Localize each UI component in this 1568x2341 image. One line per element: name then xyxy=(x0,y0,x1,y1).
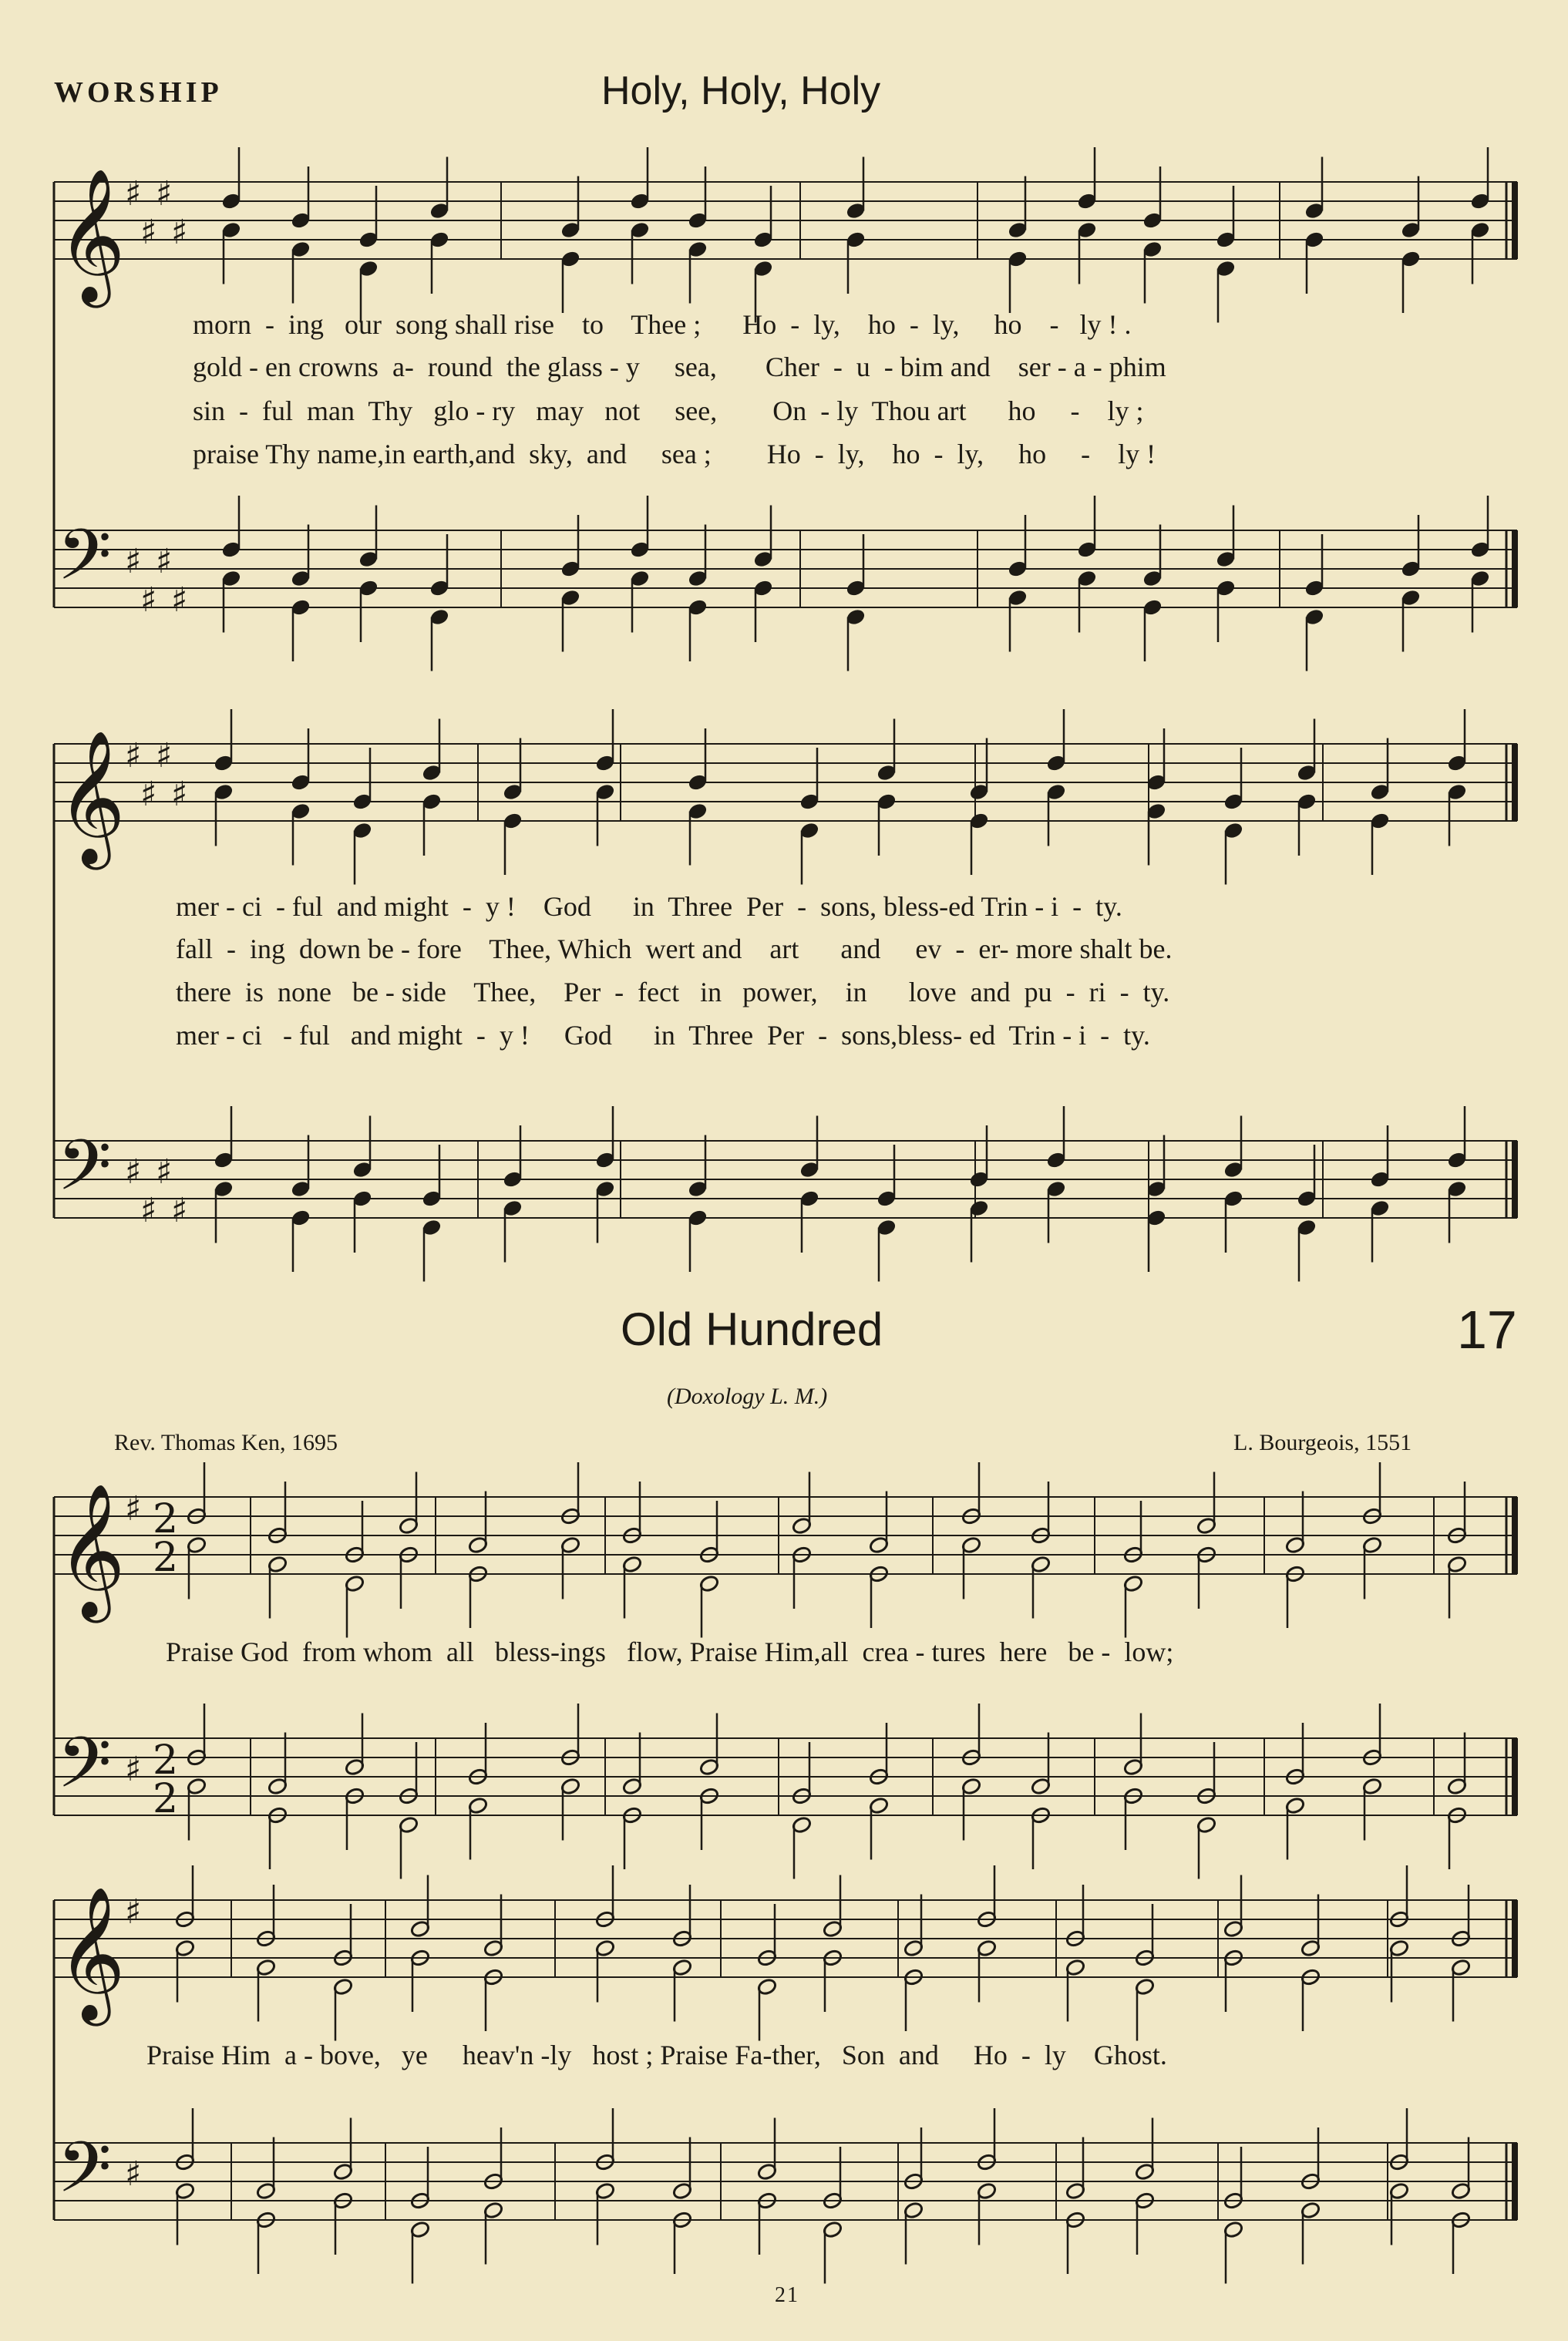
svg-text:♯: ♯ xyxy=(171,1191,188,1230)
svg-text:♯: ♯ xyxy=(140,775,157,814)
svg-text:♯: ♯ xyxy=(171,775,188,814)
svg-text:♯: ♯ xyxy=(156,1152,173,1192)
lyric-line: Praise Him a - bove, ye heav'n -ly host ; Praise Fa-ther, Son and Ho - ly Ghost. xyxy=(146,2040,1167,2070)
svg-text:𝄢: 𝄢 xyxy=(57,1722,112,1821)
lyric-line: mer - ci - ful and might - y ! God in Three Per - sons,bless- ed Trin - i - ty. xyxy=(176,1020,1150,1051)
section-label: WORSHIP xyxy=(54,76,223,109)
svg-text:♯: ♯ xyxy=(125,1892,142,1932)
lyric-line: fall - ing down be - fore Thee, Which wert and art and ev - er- more shalt be. xyxy=(176,933,1173,964)
lyric-line: praise Thy name,in earth,and sky, and sea ; Ho - ly, ho - ly, ho - ly ! xyxy=(193,439,1156,469)
svg-text:2: 2 xyxy=(153,1776,179,1822)
meter-label: (Doxology L. M.) xyxy=(667,1384,828,1409)
svg-text:♯: ♯ xyxy=(125,174,142,214)
lyric-line: sin - ful man Thy glo - ry may not see, On - ly Thou art ho - ly ; xyxy=(193,395,1144,426)
svg-text:♯: ♯ xyxy=(125,1152,142,1192)
svg-text:♯: ♯ xyxy=(125,736,142,775)
svg-text:♯: ♯ xyxy=(125,1489,142,1529)
svg-text:𝄞: 𝄞 xyxy=(57,1886,126,2020)
lyric-line: Praise God from whom all bless-ings flow, Praise Him,all crea - tures here be - low; xyxy=(166,1636,1174,1667)
svg-text:𝄢: 𝄢 xyxy=(57,2127,112,2225)
hymn-title: Holy, Holy, Holy xyxy=(601,69,881,113)
svg-text:♯: ♯ xyxy=(125,1750,142,1789)
svg-text:2: 2 xyxy=(153,1496,179,1542)
svg-text:𝄞: 𝄞 xyxy=(57,168,126,302)
svg-text:𝄢: 𝄢 xyxy=(57,1125,112,1223)
svg-text:♯: ♯ xyxy=(171,213,188,252)
hymn-title: Old Hundred xyxy=(621,1303,883,1355)
svg-text:♯: ♯ xyxy=(140,213,157,252)
author-credit: Rev. Thomas Ken, 1695 xyxy=(114,1430,338,1455)
svg-text:♯: ♯ xyxy=(156,542,173,581)
svg-text:𝄢: 𝄢 xyxy=(57,514,112,613)
hymn-number: 17 xyxy=(1457,1300,1517,1360)
svg-text:♯: ♯ xyxy=(171,580,188,620)
svg-text:𝄞: 𝄞 xyxy=(57,1483,126,1617)
lyric-line: there is none be - side Thee, Per - fect in power, in love and pu - ri - ty. xyxy=(176,977,1170,1007)
svg-text:2: 2 xyxy=(153,1535,179,1581)
svg-text:♯: ♯ xyxy=(140,580,157,620)
lyric-line: morn - ing our song shall rise to Thee ; Ho - ly, ho - ly, ho - ly ! . xyxy=(193,309,1132,340)
svg-text:♯: ♯ xyxy=(140,1191,157,1230)
svg-text:♯: ♯ xyxy=(125,2154,142,2194)
page-number: 21 xyxy=(775,2283,799,2307)
svg-text:♯: ♯ xyxy=(156,736,173,775)
svg-text:2: 2 xyxy=(153,1737,179,1784)
svg-text:𝄞: 𝄞 xyxy=(57,730,126,864)
lyric-line: mer - ci - ful and might - y ! God in Three Per - sons, bless-ed Trin - i - ty. xyxy=(176,891,1122,922)
composer-credit: L. Bourgeois, 1551 xyxy=(1233,1430,1412,1455)
svg-text:♯: ♯ xyxy=(156,174,173,214)
svg-text:♯: ♯ xyxy=(125,542,142,581)
lyric-line: gold - en crowns a- round the glass - y sea, Cher - u - bim and ser - a - phim xyxy=(193,351,1166,382)
